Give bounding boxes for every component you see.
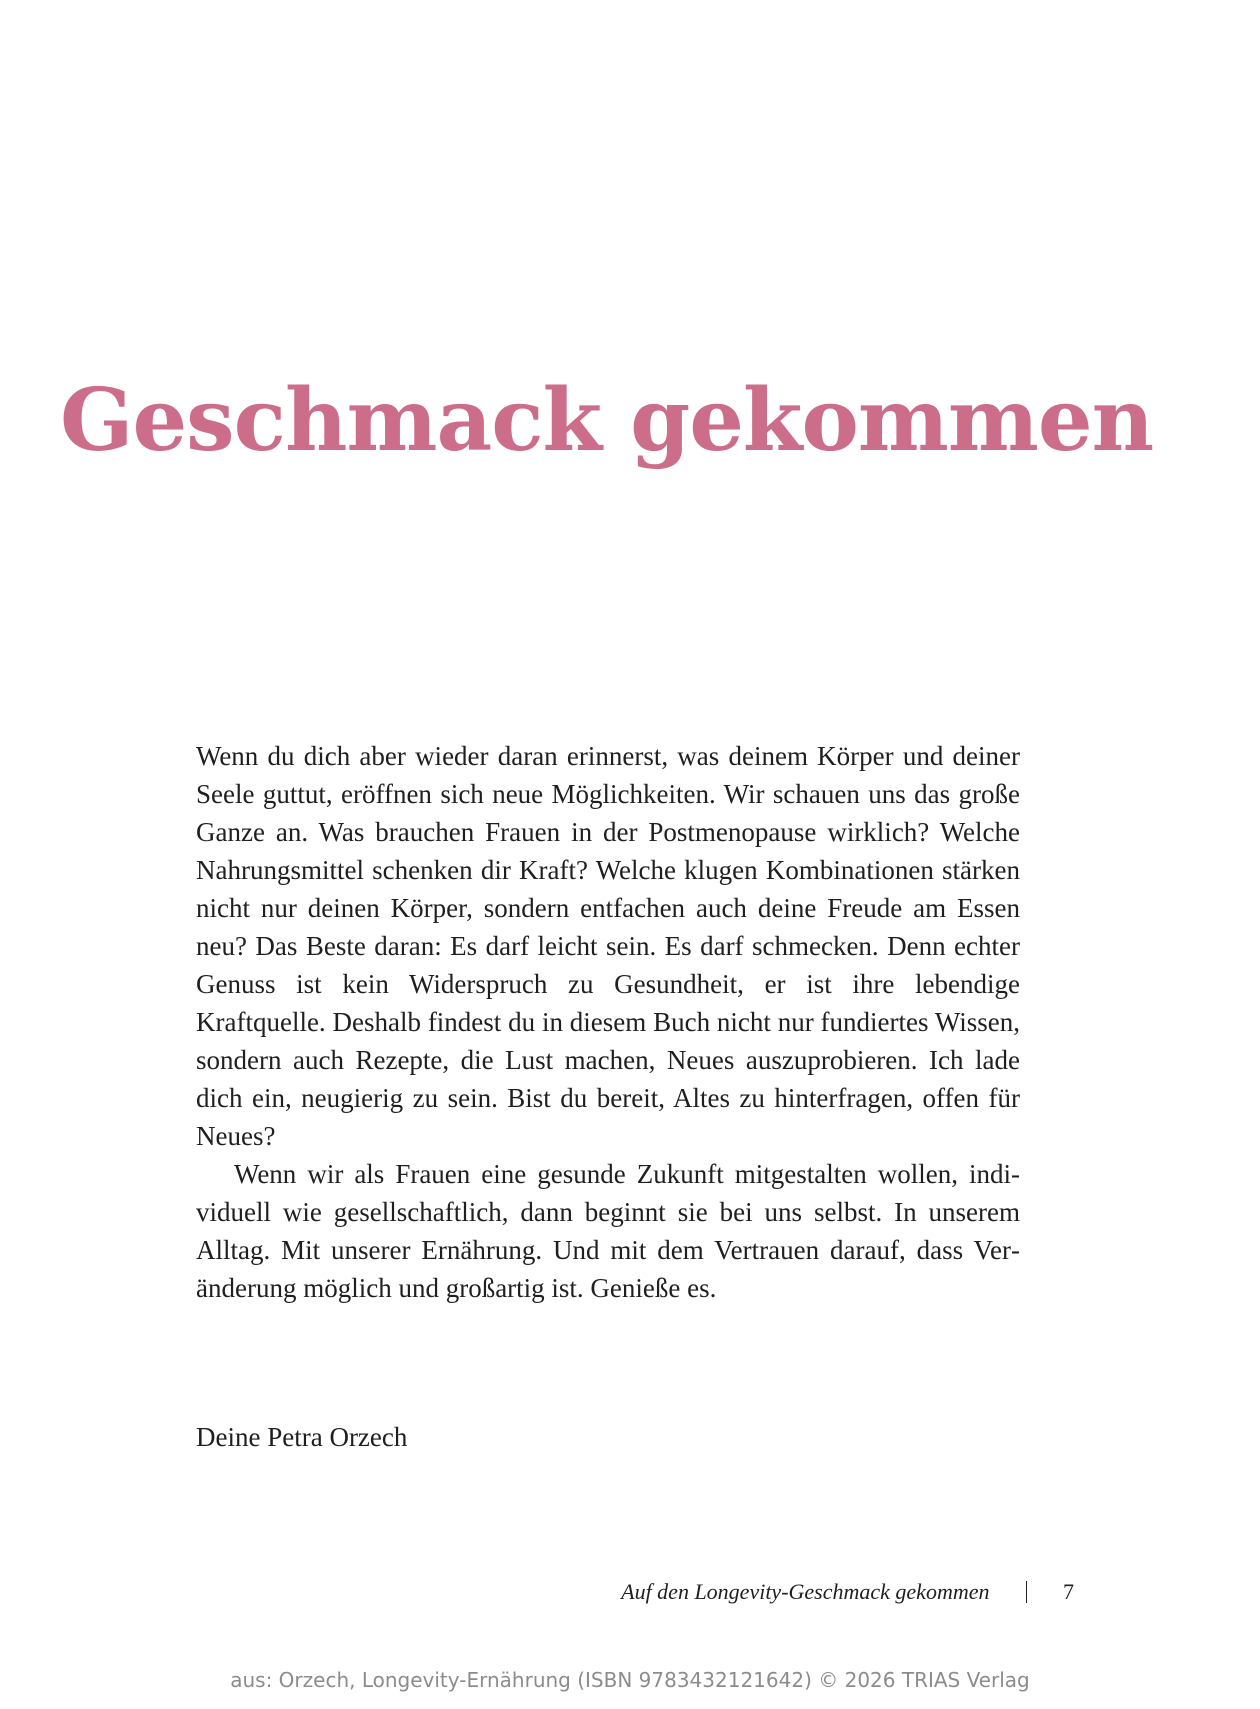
body-text <box>196 737 1020 1307</box>
chapter-heading: Geschmack gekommen <box>60 370 1154 471</box>
page-number: 7 <box>1063 1579 1074 1604</box>
running-title: Auf den Longevity-Geschmack gekommen <box>621 1579 990 1604</box>
page-footer <box>621 1577 1074 1607</box>
footer-separator <box>1026 1581 1028 1603</box>
paragraph-2: Wenn wir als Frauen eine gesunde Zukunft mitgestalten wollen, individuell wie gesellschaftlich, dann beginnt sie bei uns selbst. In unserem Alltag. Mit unserer Ernährung. Und mit dem Vertrauen darauf, dass Veränderung möglich und großartig ist. Genieße es. <box>196 1159 1020 1303</box>
paragraph-1: Wenn du dich aber wieder daran erinnerst, was deinem Körper und deiner Seele guttut, eröffnen sich neue Möglichkeiten. Wir schauen uns das große Ganze an. Was brauchen Frauen in der Postmenopause wirklich? Welche Nahrungsmittel schenken dir Kraft? Welche klugen Kombinationen stärken nicht nur deinen Körper, sondern entfachen auch deine Freude am Essen neu? Das Beste daran: Es darf leicht sein. Es darf schmecken. Denn echter Genuss ist kein Widerspruch zu Gesundheit, er ist ihre lebendige Kraftquelle. Deshalb findest du in diesem Buch nicht nur fundiertes Wissen, sondern auch Rezepte, die Lust machen, Neues auszuprobieren. Ich lade dich ein, neugierig zu sein. Bist du bereit, Altes zu hinterfragen, offen für Neues? <box>196 741 1020 1151</box>
signature: Deine Petra Orzech <box>196 1422 408 1452</box>
source-citation: aus: Orzech, Longevity-Ernährung (ISBN 9783432121642) © 2026 TRIAS Verlag <box>230 1668 1030 1692</box>
